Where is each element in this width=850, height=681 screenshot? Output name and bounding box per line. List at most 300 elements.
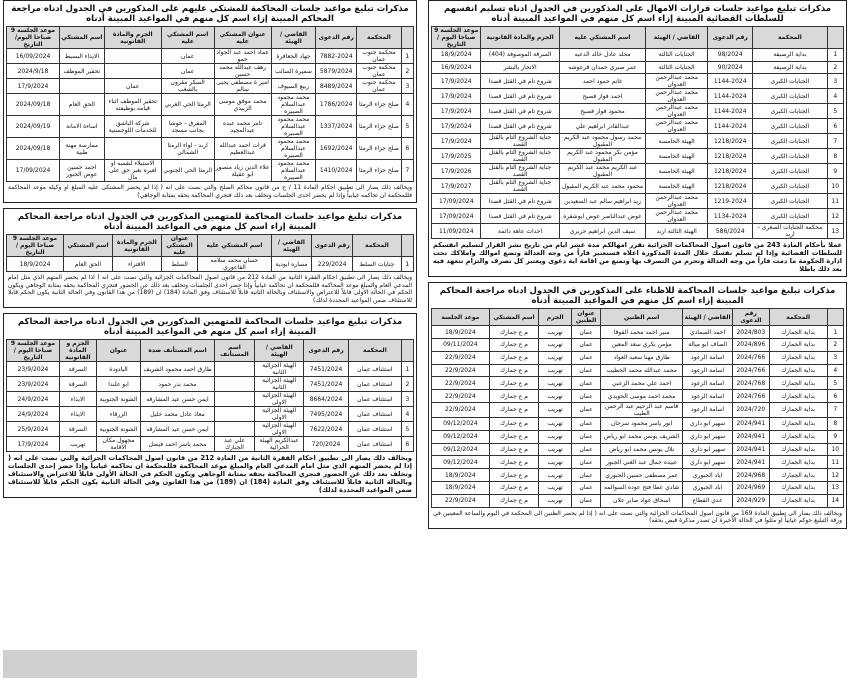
table-cell: جناية الشروع التام بالقتل القصد <box>481 134 559 149</box>
table-cell: 16/9/2024 <box>432 61 481 74</box>
table-cell: تهريب <box>539 364 572 377</box>
table-cell: 10 <box>827 443 843 456</box>
table-cell: 22/9/2024 <box>432 377 490 390</box>
column-header: الجرم <box>539 309 572 326</box>
table-cell: 1218/2024 <box>708 164 753 179</box>
column-header: القاضي / الهيئة <box>271 235 312 257</box>
table-cell: السرقة <box>59 362 96 377</box>
table-cell: الهيئة الخامسة <box>646 164 708 179</box>
column-header: رقم الدعوى <box>304 340 349 362</box>
table-cell: 09/12/2024 <box>432 443 490 456</box>
table-cell: شركة الباشق للخدمات اللوجستية <box>104 116 161 138</box>
column-header: موعد الجلسة 9 صباحا اليوم/التاريخ <box>7 27 60 49</box>
table-row <box>7 94 414 116</box>
table-cell: عمان <box>572 469 601 482</box>
table-row <box>432 481 844 494</box>
table-cell: 17/9/2024 <box>432 74 481 89</box>
notice-table <box>6 234 414 272</box>
table-row <box>432 164 844 179</box>
table-cell: مؤمن بكري سعد المعين <box>600 338 682 351</box>
table-cell: مجهول مكان الاقامة <box>96 437 141 452</box>
table-cell: الشونة الجنوبية <box>96 422 141 437</box>
table-cell: 1786/2024 <box>316 94 357 116</box>
table-cell: 2024/9/18 <box>7 64 60 79</box>
table-cell: مساره ابودية <box>271 257 312 272</box>
table-cell: استئناف عمان <box>348 407 401 422</box>
table-row <box>432 224 844 239</box>
table-cell: محمود محمد عبد الكريم المقبول <box>559 179 646 194</box>
table-cell: 2024/720 <box>732 402 769 417</box>
table-cell: طارق مهنا سعيد العواد <box>600 351 682 364</box>
right-column <box>428 0 847 534</box>
table-row <box>432 326 844 339</box>
table-cell: الجنايات الكبرى <box>753 74 827 89</box>
table-cell: ربيع السيوف <box>271 79 316 94</box>
table-cell: محمد رسول محمود عبد الكريم المقبول <box>559 134 646 149</box>
table-cell: اسامة الرعود <box>683 351 732 364</box>
table-cell: السلط <box>161 257 198 272</box>
table-cell: 2024/09/18 <box>7 94 60 116</box>
table-cell: م ع جمارك <box>489 377 538 390</box>
table-cell: 2024/941 <box>732 443 769 456</box>
table-row <box>432 104 844 119</box>
table-cell: بداية الجمارك <box>769 456 827 469</box>
table-cell: 1337/2024 <box>316 116 357 138</box>
table-cell: عبد الكريم محمد عبد الكريم المقبول <box>559 164 646 179</box>
table-cell: ايمن حسن عيد المشارقه <box>141 392 214 407</box>
table-cell: محمد عبدالرحمن العدوان <box>646 209 708 224</box>
table-cell: م ع جمارك <box>489 469 538 482</box>
table-cell: 6 <box>401 437 413 452</box>
table-cell: 17/9/2024 <box>432 119 481 134</box>
notice-footer: عملا بأحكام المادة 243 من قانون اصول المحاكمات الجزائية تقرر امهالكم مدة عشر ايام من تاريخ نشر القرار لتسليم انفسكم للسلطات القضائية وإذا لم تسلم نفسك خلال المدة المذكورة اعلاه فستعتبر فاراً من وجه العدالة وتضع اموالك واملاكك تحت ادارة الحكومة ما دمت فاراً من وجه العدالة وتحرم من التصرف بها وتمنع من اقامة اية دعوى ويعتبر كل تصرف والتزام تتعهد فيه بعد ذلك باطلا <box>433 241 843 274</box>
table-cell: الجنايات الثالثة <box>646 49 708 62</box>
notice-title: مذكرات تبليغ مواعيد جلسات المحاكمة للمتهمين المذكورين في الجدول ادناه مراجعة المحاكم المبينة إزاء اسم كل منهم في المواعيد المبينة أدناه <box>17 212 403 232</box>
table-cell: 12 <box>827 469 843 482</box>
table-cell: طارق احمد محمود الشريف <box>141 362 214 377</box>
table-cell: 11 <box>827 194 843 209</box>
column-header: اسم المشتكي <box>489 309 538 326</box>
table-cell: شروع تام في القتل قصدا <box>481 209 559 224</box>
table-cell: ايمن حسن عيد المشارقه <box>141 422 214 437</box>
table-cell: 12 <box>827 209 843 224</box>
notice-footer: ويخالف ذلك يصار الى تطبيق المادة 169 من قانون اصول المحاكمات الجزائية والتي نصت على انه ( إذا لم يحضر الظنين الى المحكمة في اليوم والساعة المعينين في ورقة التبليغ حوكم غيابياً او مثلوا في الحالة الأخيرة ان تصدر مذكرة قبض بحقه) <box>433 509 842 525</box>
table-cell: بداية الجمارك <box>769 326 827 339</box>
table-cell: السكر مقرون بالشغب <box>161 79 214 94</box>
table-cell: تهريب <box>539 377 572 390</box>
table-cell: 11 <box>827 456 843 469</box>
table-cell: تهريب <box>59 437 96 452</box>
table-cell: الهيئة الجزائية الثانية <box>255 362 304 377</box>
table-cell <box>59 79 104 94</box>
table-row <box>432 402 844 417</box>
table-cell: الجنايات الكبرى <box>753 104 827 119</box>
table-cell: بداية الجمارك <box>769 377 827 390</box>
table-cell: صلح جزاء الرمثا <box>357 138 402 160</box>
table-cell: بلال يونس محمد ابو رياض <box>600 443 682 456</box>
table-cell: 09/11/2024 <box>432 338 490 351</box>
table-cell: امير ة مصطفى يحيى سالم <box>214 79 271 94</box>
table-cell: 09/12/2024 <box>432 456 490 469</box>
table-cell: 09/12/2024 <box>432 417 490 430</box>
table-cell: الهيئة الجزائية الثانية <box>255 377 304 392</box>
table-row <box>432 179 844 194</box>
table-cell: استئناف عمان <box>348 362 401 377</box>
table-cell: م ع جمارك <box>489 456 538 469</box>
table-cell: عوض عبدالناصر عوض ابوشقره <box>559 209 646 224</box>
table-cell: تحقير الموظف <box>59 64 104 79</box>
table-cell: م ع جمارك <box>489 338 538 351</box>
table-cell: 6 <box>827 119 843 134</box>
table-cell: الهيئة الخامسة <box>646 179 708 194</box>
table-cell: تامر محمد عبده عبدالمجيد <box>214 116 271 138</box>
table-cell: الهيئة الجزائية الاولى <box>255 407 304 422</box>
table-cell: تهريب <box>539 430 572 443</box>
table-row <box>7 377 414 392</box>
table-cell: علاء الدين زياد منصور ابو عقيلة <box>214 160 271 182</box>
table-cell: بداية الجمارك <box>769 417 827 430</box>
table-cell: 229/2024 <box>312 257 353 272</box>
table-cell: 17/09/2024 <box>432 209 481 224</box>
table-cell: 23/9/2024 <box>7 362 60 377</box>
table-row <box>7 437 414 452</box>
table-cell: 22/9/2024 <box>432 494 490 507</box>
table-cell: الجنايات الكبرى <box>753 149 827 164</box>
table-cell: 22/9/2024 <box>432 390 490 403</box>
notice-table <box>6 339 414 452</box>
table-cell: عمان <box>572 494 601 507</box>
table-cell: 17/9/2027 <box>432 179 481 194</box>
table-cell: جهاد الجعافرة <box>271 49 316 64</box>
table-cell: 7882-2024 <box>316 49 357 64</box>
table-row <box>7 64 414 79</box>
table-cell: 18/9/2024 <box>432 49 481 62</box>
notice-footer: ويخالف ذلك يصار الى تطبيق احكام المادة 11 / ج من قانون محاكم الصلح والتي نصت على انه ( إذا لم يحضر المشتكى عليه المبلغ او وكيله موعد المحاكمة فللمحكمة ان تحاكمه غيابياً وإذا لم يحضر احدى الجلسات وتخلف بعد ذلك فتجري المحاكمة بحقه بمثابة الوجاهي) <box>8 184 412 199</box>
column-header: القاضي / الهيئة <box>255 340 304 362</box>
table-cell: 2 <box>401 377 413 392</box>
table-cell: الهيئة الخامسة <box>646 149 708 164</box>
table-cell: 1 <box>401 362 413 377</box>
table-cell: جناية الشروع التام بالقتل القصد <box>481 149 559 164</box>
table-cell: بداية الجمارك <box>769 364 827 377</box>
table-cell: 7495/2024 <box>304 407 349 422</box>
table-cell: 13 <box>827 224 843 239</box>
table-cell: 22/9/2024 <box>432 364 490 377</box>
table-cell: 6 <box>827 390 843 403</box>
table-cell: السرقة <box>59 422 96 437</box>
table-cell: بداية الرصيفة <box>753 61 827 74</box>
table-cell: عمر مصطفى حسين الجبوري <box>600 469 682 482</box>
table-cell: تهريب <box>539 402 572 417</box>
column-header: اسم المشتكي <box>59 27 104 49</box>
table-cell: 09/12/2024 <box>432 430 490 443</box>
table-cell: عمان <box>161 64 214 79</box>
table-cell: استئناف عمان <box>348 422 401 437</box>
table-cell: عمان <box>572 417 601 430</box>
column-header: المحكمة <box>357 27 402 49</box>
table-cell: بداية الجمارك <box>769 494 827 507</box>
table-cell: م ع جمارك <box>489 481 538 494</box>
notice-grace-period <box>428 0 847 277</box>
table-cell: 2 <box>827 338 843 351</box>
column-header: اسم المشتكي عليه <box>559 27 646 49</box>
table-cell: 90/2024 <box>708 61 753 74</box>
table-cell: اسامة الرعود <box>683 364 732 377</box>
table-cell: محكمة جنوب عمان <box>357 79 402 94</box>
table-cell: الشريف يونس محمد ابو رياض <box>600 430 682 443</box>
table-cell: 9 <box>827 430 843 443</box>
table-cell: 2024/941 <box>732 417 769 430</box>
table-cell: الهيئة الجزائية الاولى <box>255 422 304 437</box>
table-cell: 1218/2024 <box>708 134 753 149</box>
table-cell: عمان <box>572 430 601 443</box>
table-cell: 5 <box>827 377 843 390</box>
table-cell: تهريب <box>539 338 572 351</box>
table-cell: 586/2024 <box>708 224 753 239</box>
table-cell: الهيئة الخامسة <box>646 134 708 149</box>
table-cell: 1218/2024 <box>708 179 753 194</box>
table-cell: عمان <box>572 377 601 390</box>
table-cell: الرمثا الحي الجنوبي <box>161 160 214 182</box>
table-row <box>432 49 844 62</box>
table-cell: 1219-2024 <box>708 194 753 209</box>
table-cell: الجنايات الكبرى <box>753 179 827 194</box>
table-cell: الجنايات الكبرى <box>753 89 827 104</box>
table-cell: عمان <box>104 79 161 94</box>
table-cell: الايذاء <box>59 407 96 422</box>
table-row <box>432 119 844 134</box>
notice-table <box>6 26 414 182</box>
table-cell: الجنايات الكبرى <box>753 164 827 179</box>
table-cell: م ع جمارك <box>489 443 538 456</box>
table-cell: سهير ابو داري <box>683 417 732 430</box>
notice-title: مذكرات تبليغ مواعيد جلسات المحاكمة للمتهمين المذكورين في الجدول ادناه مراجعة المحاكم المبينة إزاء اسم كل منهم في المواعيد المبينة أدناه <box>17 317 403 337</box>
table-cell: 22/9/2024 <box>432 402 490 417</box>
table-cell: احمد علي محمد الزعبي <box>600 377 682 390</box>
table-cell: استئناف عمان <box>348 392 401 407</box>
table-cell: محمود فواز فصيح <box>559 104 646 119</box>
table-cell: سهير ابو داري <box>683 443 732 456</box>
column-header: عنوان <box>96 340 141 362</box>
table-cell: صلح جزاء الرمثا <box>357 94 402 116</box>
column-header: موعد الجلسة 9 صباحا اليوم / التاريخ <box>7 235 64 257</box>
notice-accused-salt <box>3 208 417 308</box>
table-cell: 1134-2024 <box>708 209 753 224</box>
table-cell: بداية الجمارك <box>769 338 827 351</box>
table-cell <box>214 362 255 377</box>
table-cell: سيف الدين ابراهيم حريري <box>559 224 646 239</box>
column-header <box>827 27 843 49</box>
table-cell: 1 <box>401 257 413 272</box>
table-cell: 6 <box>401 138 413 160</box>
table-cell: 3 <box>401 79 413 94</box>
table-row <box>7 116 414 138</box>
table-cell: سميرة السائب <box>271 64 316 79</box>
table-cell: 7451/2024 <box>304 377 349 392</box>
column-header: موعد الجلسة <box>432 309 490 326</box>
table-row <box>7 392 414 407</box>
table-cell: 2024/969 <box>732 481 769 494</box>
table-cell <box>214 377 255 392</box>
table-cell: محمد عبدالرحمن العدوان <box>646 194 708 209</box>
table-cell: السرقة الموصوفة (404) <box>481 49 559 62</box>
table-cell: محمد احمد موسى الحويدي <box>600 390 682 403</box>
table-cell: اسامة الرعود <box>683 390 732 403</box>
table-cell: الشونة الجنوبية <box>96 392 141 407</box>
table-cell: احمد الصمادي <box>683 326 732 339</box>
table-cell: 720/2024 <box>304 437 349 452</box>
table-cell: 2 <box>827 61 843 74</box>
column-header: القاضي / الهيئة <box>646 27 708 49</box>
table-header-row <box>432 309 844 326</box>
column-header: رقم الدعوى <box>316 27 357 49</box>
table-cell: الرمثا الحي الغربي <box>161 94 214 116</box>
table-cell: مؤمن بكر محمود عبد الكريم المقبول <box>559 149 646 164</box>
column-header: المحكمة <box>753 27 827 49</box>
table-cell: بداية الرصيفة <box>753 49 827 62</box>
table-cell: الهيئة الثالثة اربد <box>646 224 708 239</box>
table-cell: 10 <box>827 179 843 194</box>
notice-footer: ويخالف ذلك يصار الى تطبيق احكام الفقرة الثانية من المادة 212 من قانون اصول المحاكمات الجزائية والتي نصت على انه ( اذا لم يحضر المتهم الذي مثل امام المدعي العام والمبلغ موعد المحاكمة فللمحكمة ان تحاكمه غيابياً وإذا حضر احدى الجلسات وتخلف بعد ذلك عن الحضور فتجري المحاكمة بحقه بمثابة الوجاهي ويكون الحكم في الحالة الاولى قابلاً للاعتراض والاستئناف وبالحالة الثانية قابلاً للاستئناف وفق المادة (184) ان (189) من هذا القانون وفي الحالة الثانية يكون الحكم قابلا للاستئناف ضمن المواعيد المحددة لذلك) <box>8 274 412 304</box>
table-cell: 16/09/2024 <box>7 49 60 64</box>
table-cell: اربد - لواء الرمثا الشمالي <box>161 138 214 160</box>
table-cell: استئناف عمان <box>348 377 401 392</box>
table-cell: م ع جمارك <box>489 351 538 364</box>
table-cell: 2024/941 <box>732 430 769 443</box>
column-header: اسم المستأنف ضده <box>141 340 214 362</box>
table-cell: محمد بدر حمود <box>141 377 214 392</box>
table-cell: 4 <box>401 94 413 116</box>
notice-footer: ويخالف ذلك يصار الى تطبيق احكام الفقرة الثانية من المادة 212 من قانون اصول المحاكمات الجزائية والتي نصت على انه ( إذا لم يحضر المتهم الذي مثل امام المدعي العام والمبلغ موعد المحاكمة فللمحكمة ان تحاكمه غيابياً وإذا حضر إحدى الجلسات وتخلف بعد ذلك عن الحضور فتجري المحاكمة بحقه بمثابة الوجاهي ويكون الحكم في الحالة الأولى قابلاً للاعتراض والاستئناف وبالحالة الثانية قابلاً للاستئناف وفق المادة (184) ان (189) من هذا القانون وفي الحالة الثانية يكون الحكم قابلاً للاستئناف ضمن المواعيد المحددة لذلك) <box>8 454 412 494</box>
table-cell: تهريب <box>539 456 572 469</box>
table-cell: تهريب <box>539 417 572 430</box>
table-cell: 8489/2024 <box>316 79 357 94</box>
table-cell: الزرقاء <box>96 407 141 422</box>
table-cell: 5 <box>401 116 413 138</box>
table-header-row <box>7 340 414 362</box>
table-cell: 2024/896 <box>732 338 769 351</box>
table-cell: 7451/2024 <box>304 362 349 377</box>
table-cell: 1218/2024 <box>708 149 753 164</box>
column-header: رقم الدعوى <box>732 309 769 326</box>
notice-title: مذكرات تبليغ مواعيد جلسات قرارات الامهال على المذكورين في الجدول ادناه تسليم انفسهم للسلطات القضائية المبينة إزاء اسم كل منهم في المواعيد المبينة أدناه <box>443 4 832 24</box>
table-cell: عمان <box>572 390 601 403</box>
column-header: اسم المشتكي عليه <box>198 235 271 257</box>
column-header: رقم الدعوى <box>708 27 753 49</box>
table-cell: 18/9/2024 <box>432 481 490 494</box>
table-cell: زيد ابراهيم سالم عبد السعيدين <box>559 194 646 209</box>
table-cell: 7622/2024 <box>304 422 349 437</box>
table-cell: 2024/941 <box>732 456 769 469</box>
table-cell: 4 <box>827 364 843 377</box>
table-cell: 24/9/2024 <box>7 407 60 422</box>
table-row <box>432 469 844 482</box>
table-cell: حسان محمد سلامه القاعوري <box>198 257 271 272</box>
table-cell: محمد محمود عبدالسلام الصبيره <box>271 94 316 116</box>
table-cell: انور ياسر محمود سرحان <box>600 417 682 430</box>
table-cell: اليادودة <box>96 362 141 377</box>
table-cell: بداية الجمارك <box>769 351 827 364</box>
column-header: موعد الجلسة 9 صباحا اليوم / التاريخ <box>7 340 60 362</box>
table-cell: عمان <box>572 364 601 377</box>
table-cell: 17/09/2024 <box>432 194 481 209</box>
table-cell: محمد عبدالله محمد الخطيب <box>600 364 682 377</box>
table-cell: اسامة الرعود <box>683 377 732 390</box>
column-header: الجرم والمادة القانونية <box>481 27 559 49</box>
table-cell: 11/09/2024 <box>432 224 481 239</box>
column-header: عنوان المشتكي عليه <box>161 235 198 257</box>
table-cell: احمد حسين عوض الجبور <box>59 160 104 182</box>
table-cell: الجنايات الكبرى <box>753 119 827 134</box>
table-cell: سهير ابو داري <box>683 430 732 443</box>
table-cell: بداية الجمارك <box>769 481 827 494</box>
notice-table <box>431 26 844 239</box>
table-cell: الجنايات الثالثة <box>646 61 708 74</box>
table-cell: 2024/766 <box>732 364 769 377</box>
table-cell: احمد فواز فصيح <box>559 89 646 104</box>
notice-complainants <box>3 0 417 203</box>
table-cell: غانم حمود احمد <box>559 74 646 89</box>
table-cell: جنايات السلط <box>352 257 401 272</box>
table-row <box>432 494 844 507</box>
table-cell: محمد عبدالرحمن العدوان <box>646 89 708 104</box>
table-cell <box>104 64 161 79</box>
table-row <box>432 89 844 104</box>
table-cell: معاذ عادل محمد خليل <box>141 407 214 422</box>
table-cell: السرقة <box>59 377 96 392</box>
table-cell: صلح جزاء الرمثا <box>357 160 402 182</box>
column-header: الجرم والمادة القانونية <box>104 27 161 49</box>
table-row <box>432 61 844 74</box>
table-cell: صلح جزاء الرمثا <box>357 116 402 138</box>
notice-defendants-customs <box>428 282 847 528</box>
table-cell: شروع تام في القتل قصدا <box>481 194 559 209</box>
table-row <box>432 351 844 364</box>
table-cell: الجنايات الكبرى <box>753 134 827 149</box>
table-cell: م ع جمارك <box>489 364 538 377</box>
column-header: الجرم و المادة القانونية <box>59 340 96 362</box>
table-cell: م ع جمارك <box>489 326 538 339</box>
table-cell: 3 <box>401 392 413 407</box>
table-cell: 2024/803 <box>732 326 769 339</box>
notice-table <box>431 308 844 507</box>
table-cell: رهف عبدالله محمد حسين <box>214 64 271 79</box>
table-cell: عمان <box>572 326 601 339</box>
table-cell: الحق العام <box>64 257 113 272</box>
table-cell: احداث عاهة دائمة <box>481 224 559 239</box>
column-header: المحكمة <box>348 340 401 362</box>
table-cell <box>104 49 161 64</box>
table-cell: 22/9/2024 <box>432 351 490 364</box>
table-cell: 5879/2024 <box>316 64 357 79</box>
column-header: اسم الظنين <box>600 309 682 326</box>
table-cell: 18/9/2024 <box>432 326 490 339</box>
table-cell: محكمة الجنايات الصغرى - اربد <box>753 224 827 239</box>
table-row <box>7 407 414 422</box>
table-header-row <box>7 235 414 257</box>
table-row <box>7 257 414 272</box>
table-cell: عماد احمد عبد الجواد حمو <box>214 49 271 64</box>
table-cell: اياد الجبوري <box>683 481 732 494</box>
table-cell: محمد محمود عبدالسلام الصبيره <box>271 116 316 138</box>
notice-appeals <box>3 313 417 498</box>
table-cell: 2024/968 <box>732 469 769 482</box>
table-cell <box>214 392 255 407</box>
table-cell: تهريب <box>539 390 572 403</box>
table-cell: 1692/2024 <box>316 138 357 160</box>
table-cell: الافتراء <box>112 257 161 272</box>
table-cell: محمد محمود عبدالسلام الصبيره <box>271 138 316 160</box>
